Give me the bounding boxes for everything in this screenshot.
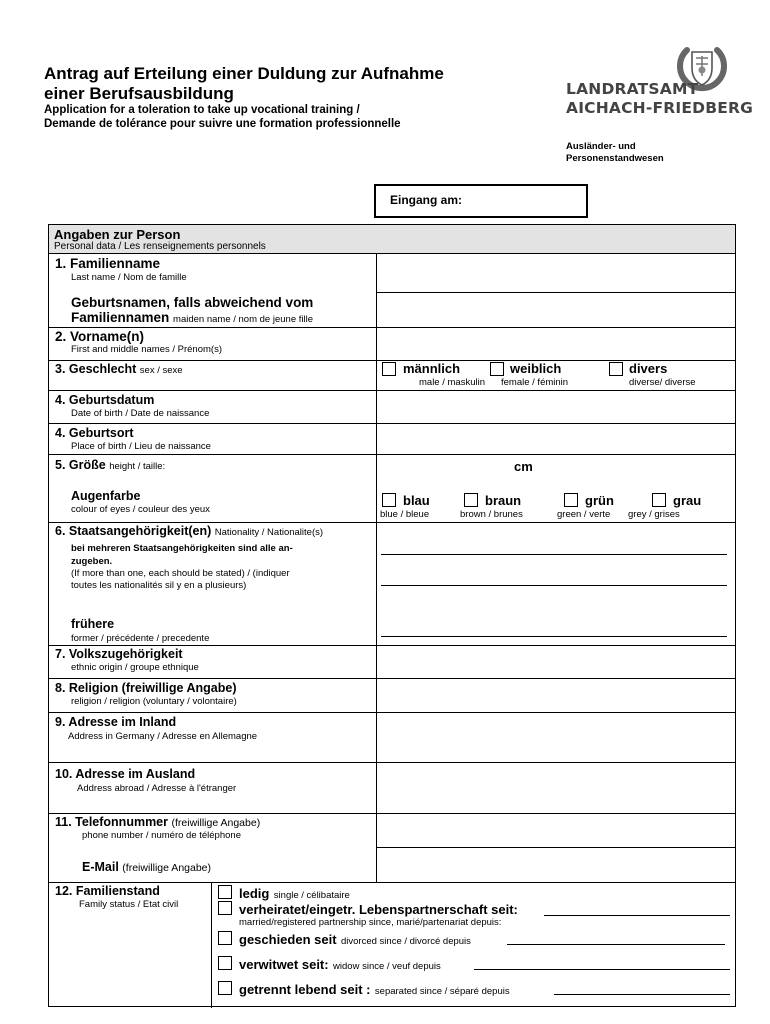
married-option: verheiratet/eingetr. Lebenspartnerschaft seit: bbox=[239, 902, 518, 917]
phone-input[interactable] bbox=[379, 815, 733, 845]
divorced-date-line[interactable] bbox=[507, 944, 725, 945]
address-abroad-sublabel: Address abroad / Adresse à l'étranger bbox=[77, 783, 237, 794]
female-sublabel: female / féminin bbox=[501, 377, 569, 388]
divorced-checkbox[interactable] bbox=[218, 931, 232, 945]
department-line2: Personenstandwesen bbox=[566, 153, 664, 164]
form-subtitle-en: Application for a toleration to take up vocational training / bbox=[44, 104, 360, 116]
eye-blue-checkbox[interactable] bbox=[382, 493, 396, 507]
eye-brown-checkbox[interactable] bbox=[464, 493, 478, 507]
former-nationality-sublabel: former / précédente / precedente bbox=[71, 633, 210, 644]
nationality-line-2[interactable] bbox=[381, 585, 727, 586]
separated-date-line[interactable] bbox=[554, 994, 730, 995]
section-subtitle: Personal data / Les renseignements personnels bbox=[54, 241, 266, 252]
eye-color-label: Augenfarbe bbox=[71, 489, 141, 503]
religion-label: 8. Religion (freiwillige Angabe) bbox=[55, 681, 237, 695]
maiden-name-label: Geburtsnamen, falls abweichend vom bbox=[71, 295, 314, 310]
first-name-sublabel: First and middle names / Prénom(s) bbox=[71, 344, 222, 355]
section-header bbox=[49, 225, 735, 254]
birth-place-sublabel: Place of birth / Lieu de naissance bbox=[71, 441, 211, 452]
email-input[interactable] bbox=[379, 849, 733, 880]
single-checkbox[interactable] bbox=[218, 885, 232, 899]
section-title: Angaben zur Person bbox=[54, 227, 181, 242]
male-label: männlich bbox=[403, 361, 461, 376]
birth-date-input[interactable] bbox=[379, 392, 733, 421]
marital-status-sublabel: Family status / Etat civil bbox=[79, 899, 179, 910]
nationality-label: 6. Staatsangehörigkeit(en) Nationality / Nationalite(s) bbox=[55, 524, 324, 538]
former-nationality-line[interactable] bbox=[381, 636, 727, 637]
form-subtitle-fr: Demande de tolérance pour suivre une formation professionnelle bbox=[44, 118, 401, 130]
nationality-note-4: toutes les nationalités sil y en a plusieurs) bbox=[71, 580, 247, 591]
height-input[interactable] bbox=[379, 456, 509, 478]
male-checkbox[interactable] bbox=[382, 362, 396, 376]
nationality-line-1[interactable] bbox=[381, 554, 727, 555]
eye-brown-sublabel: brown / brunes bbox=[460, 509, 523, 520]
column-divider bbox=[376, 253, 377, 883]
personal-data-form bbox=[48, 224, 736, 1007]
married-date-line[interactable] bbox=[544, 915, 730, 916]
maiden-name-input[interactable] bbox=[379, 294, 733, 325]
last-name-label: 1. Familienname bbox=[55, 256, 161, 271]
nationality-note-2: zugeben. bbox=[71, 556, 113, 567]
received-date-box[interactable] bbox=[374, 184, 588, 218]
diverse-checkbox[interactable] bbox=[609, 362, 623, 376]
last-name-input[interactable] bbox=[379, 255, 733, 290]
religion-input[interactable] bbox=[379, 680, 733, 710]
address-germany-label: 9. Adresse im Inland bbox=[55, 715, 177, 729]
eye-blue-label: blau bbox=[403, 493, 430, 508]
widowed-checkbox[interactable] bbox=[218, 956, 232, 970]
married-checkbox[interactable] bbox=[218, 901, 232, 915]
male-sublabel: male / maskulin bbox=[419, 377, 485, 388]
former-nationality-label: frühere bbox=[71, 617, 115, 631]
diverse-label: divers bbox=[629, 361, 668, 376]
form-title-line2: einer Berufsausbildung bbox=[44, 84, 234, 103]
nationality-note-1: bei mehreren Staatsangehörigkeiten sind alle an- bbox=[71, 543, 293, 554]
eye-grey-sublabel: grey / grises bbox=[628, 509, 680, 520]
birth-date-label: 4. Geburtsdatum bbox=[55, 393, 155, 407]
married-note: married/registered partnership since, marié/partenariat depuis: bbox=[239, 917, 502, 928]
marital-status-label: 12. Familienstand bbox=[55, 884, 160, 898]
column-divider-status bbox=[211, 882, 212, 1008]
eye-color-sublabel: colour of eyes / couleur des yeux bbox=[71, 504, 210, 515]
birth-date-sublabel: Date of birth / Date de naissance bbox=[71, 408, 210, 419]
female-checkbox[interactable] bbox=[490, 362, 504, 376]
address-abroad-input[interactable] bbox=[379, 764, 733, 811]
maiden-name-label-2: Familiennamen maiden name / nom de jeune fille bbox=[71, 310, 313, 325]
ethnic-origin-label: 7. Volkszugehörigkeit bbox=[55, 647, 183, 661]
religion-sublabel: religion / religion (voluntary / volontaire) bbox=[71, 696, 237, 707]
height-unit: cm bbox=[514, 459, 533, 474]
department-line1: Ausländer- und bbox=[566, 141, 636, 152]
first-name-input[interactable] bbox=[379, 329, 733, 358]
ethnic-origin-sublabel: ethnic origin / groupe ethnique bbox=[71, 662, 199, 673]
sex-label: 3. Geschlecht sex / sexe bbox=[55, 362, 183, 376]
widowed-date-line[interactable] bbox=[474, 969, 730, 970]
logo-line1: LANDRATSAMT bbox=[566, 80, 699, 98]
form-title-line1: Antrag auf Erteilung einer Duldung zur Aufnahme bbox=[44, 64, 444, 83]
separated-option: getrennt lebend seit : separated since / séparé depuis bbox=[239, 982, 510, 997]
single-option: ledig single / célibataire bbox=[239, 886, 350, 901]
divorced-option: geschieden seit divorced since / divorcé depuis bbox=[239, 932, 471, 947]
separated-checkbox[interactable] bbox=[218, 981, 232, 995]
eye-grey-checkbox[interactable] bbox=[652, 493, 666, 507]
nationality-note-3: (If more than one, each should be stated) / (indiquer bbox=[71, 568, 290, 579]
birth-place-input[interactable] bbox=[379, 425, 733, 452]
address-abroad-label: 10. Adresse im Ausland bbox=[55, 767, 196, 781]
last-name-sublabel: Last name / Nom de famille bbox=[71, 272, 187, 283]
email-label: E-Mail (freiwillige Angabe) bbox=[82, 860, 212, 874]
diverse-sublabel: diverse/ diverse bbox=[629, 377, 696, 388]
logo-line2: AICHACH-FRIEDBERG bbox=[566, 99, 754, 117]
eye-green-label: grün bbox=[585, 493, 614, 508]
female-label: weiblich bbox=[510, 361, 562, 376]
eye-brown-label: braun bbox=[485, 493, 522, 508]
birth-place-label: 4. Geburtsort bbox=[55, 426, 134, 440]
widowed-option: verwitwet seit: widow since / veuf depuis bbox=[239, 957, 441, 972]
received-date-label: Eingang am: bbox=[390, 193, 463, 207]
address-germany-sublabel: Address in Germany / Adresse en Allemagne bbox=[68, 731, 258, 742]
ethnic-origin-input[interactable] bbox=[379, 647, 733, 676]
address-germany-input[interactable] bbox=[379, 714, 733, 760]
phone-sublabel: phone number / numéro de téléphone bbox=[82, 830, 241, 841]
eye-green-checkbox[interactable] bbox=[564, 493, 578, 507]
eye-green-sublabel: green / verte bbox=[557, 509, 611, 520]
eye-blue-sublabel: blue / bleue bbox=[380, 509, 430, 520]
first-name-label: 2. Vorname(n) bbox=[55, 329, 145, 344]
height-label: 5. Größe height / taille: bbox=[55, 458, 166, 472]
eye-grey-label: grau bbox=[673, 493, 702, 508]
phone-label: 11. Telefonnummer (freiwillige Angabe) bbox=[55, 815, 261, 829]
